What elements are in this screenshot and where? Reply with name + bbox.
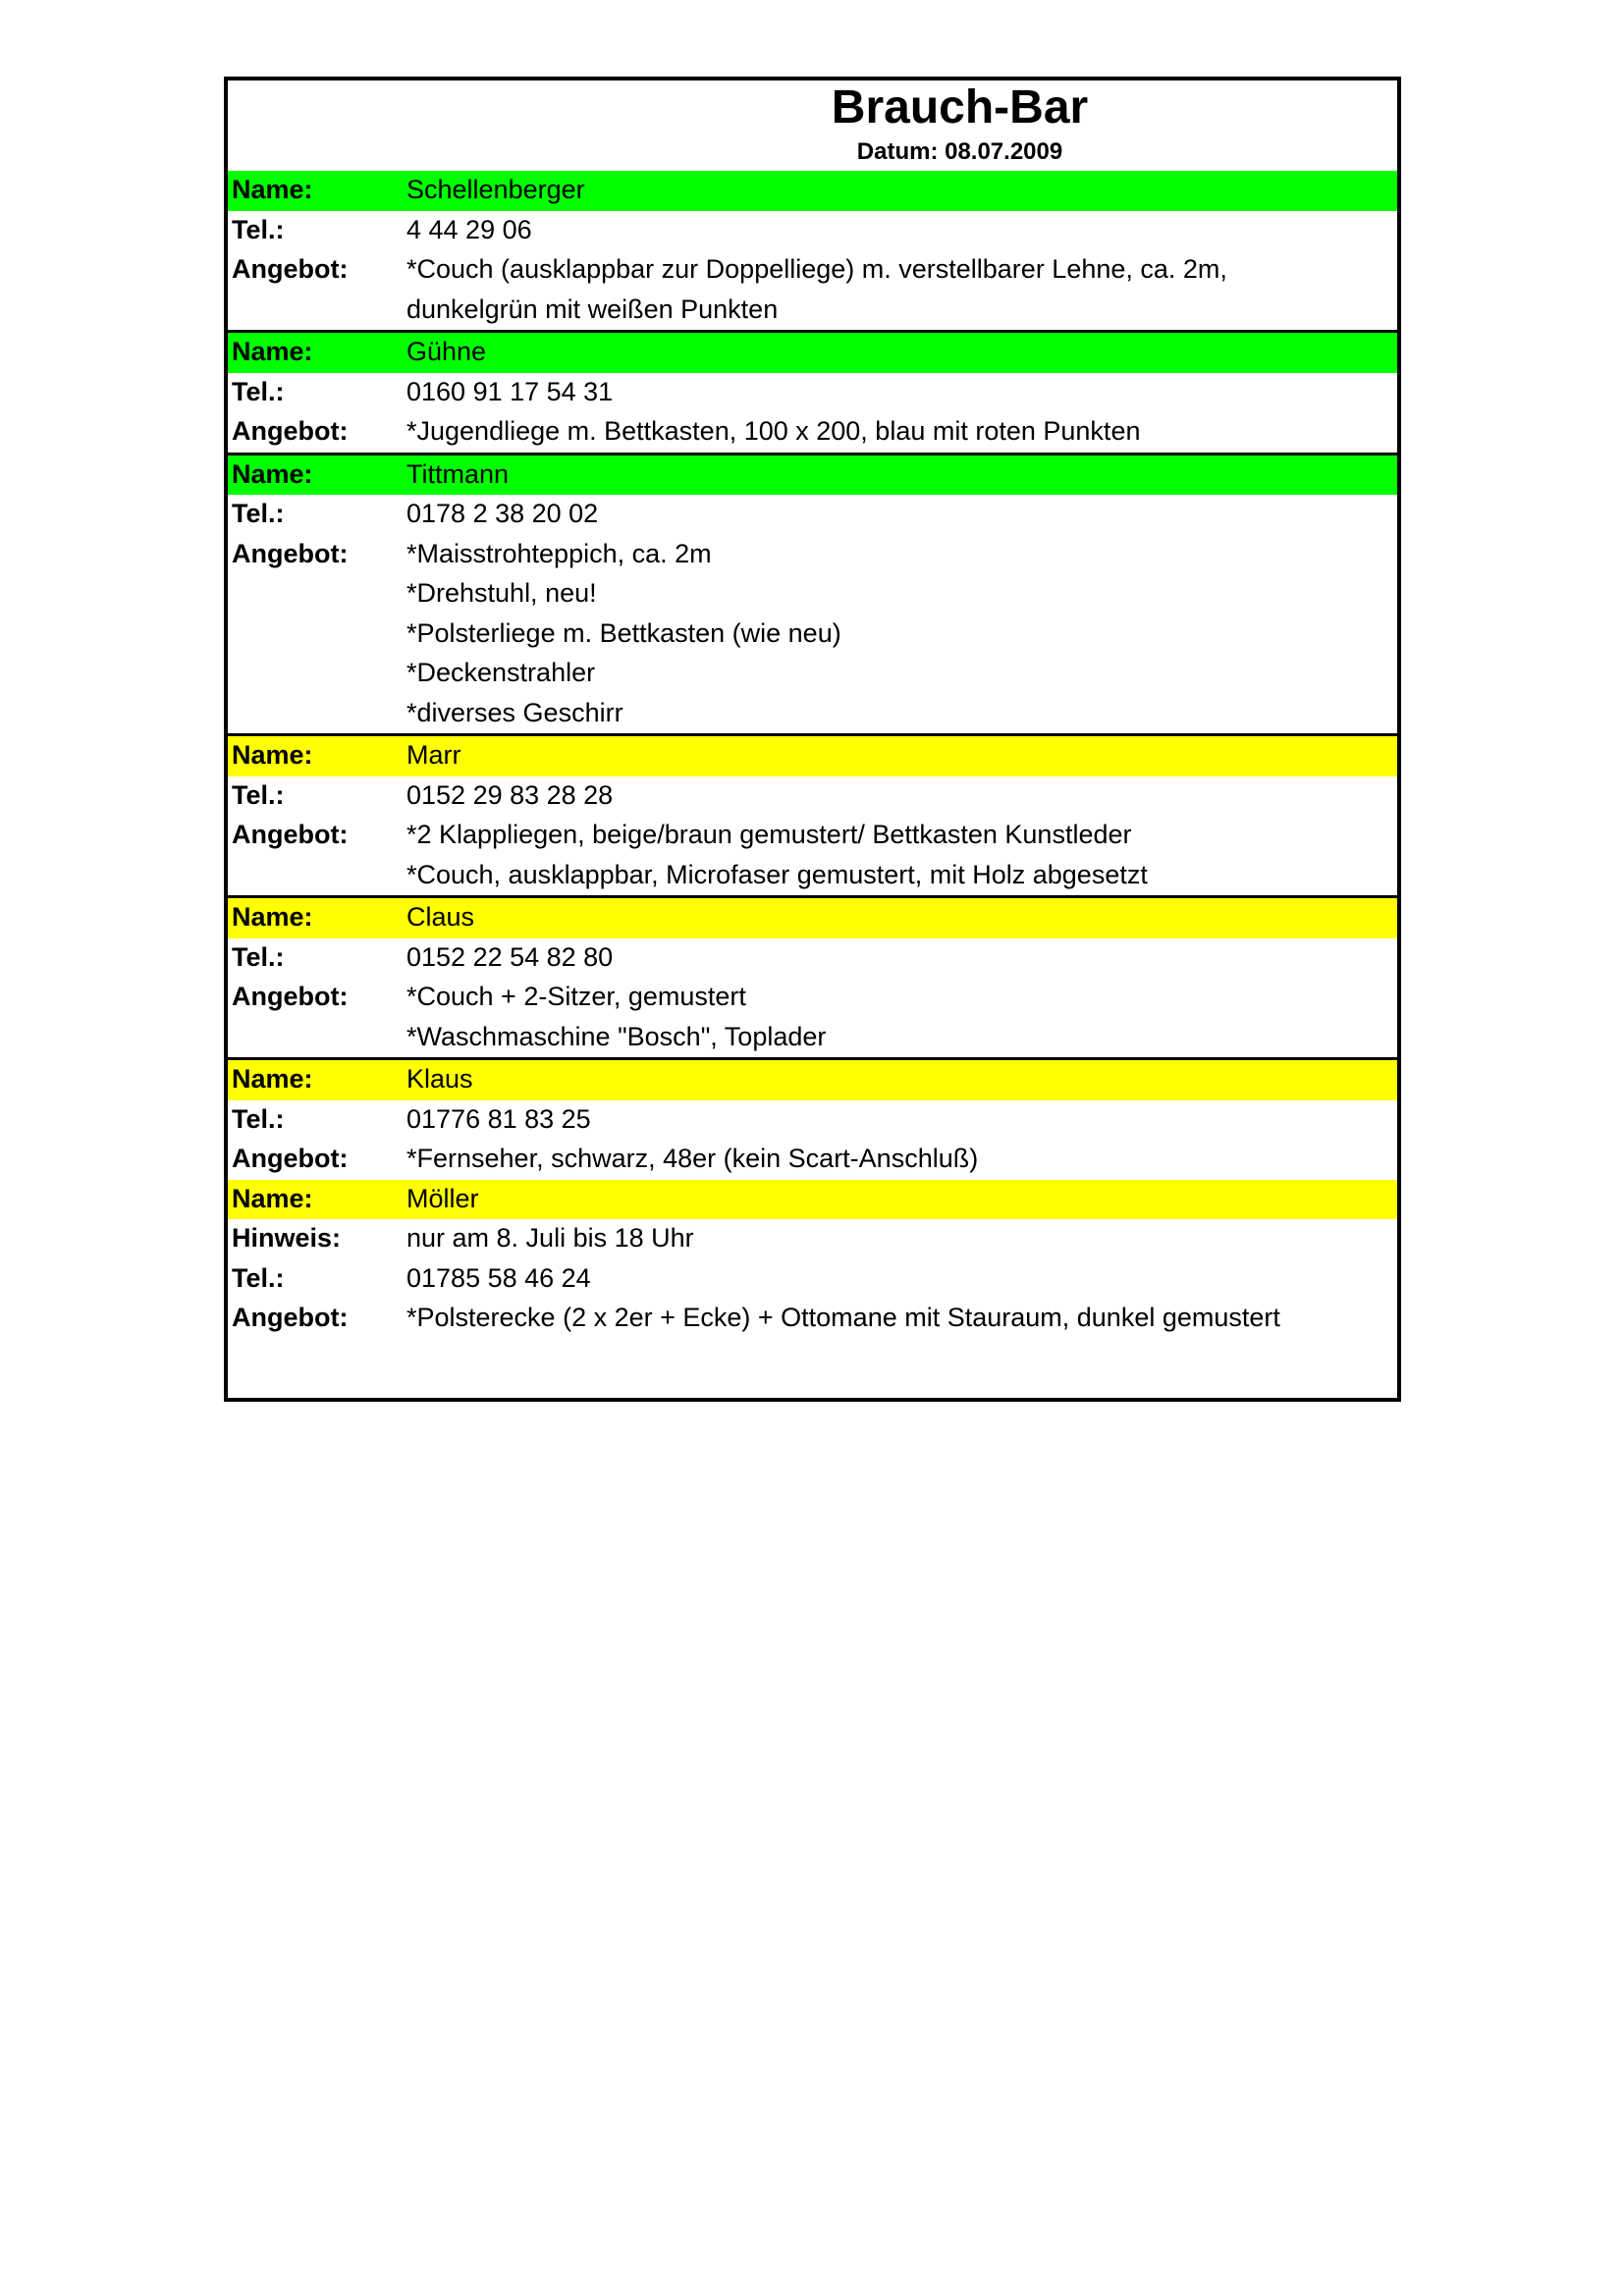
offer-row: [228, 978, 1397, 1018]
name-value: Claus: [406, 902, 475, 933]
offer-sheet: [224, 77, 1401, 1402]
entry-moeller: [228, 1180, 1397, 1339]
tel-label: Tel.:: [232, 376, 285, 406]
name-label: Name:: [232, 1183, 313, 1213]
name-label: Name:: [232, 458, 313, 489]
offer-row: [228, 250, 1397, 291]
name-label: Name:: [232, 902, 313, 933]
offer-label: Angebot:: [232, 982, 349, 1012]
name-row: [228, 736, 1397, 776]
note-row: [228, 1219, 1397, 1259]
offer-row: [228, 856, 1397, 896]
tel-label: Tel.:: [232, 499, 285, 529]
offer-line: *Maisstrohteppich, ca. 2m: [406, 538, 712, 568]
name-row: [228, 333, 1397, 373]
name-label: Name:: [232, 740, 313, 771]
offer-line: *Waschmaschine "Bosch", Toplader: [406, 1021, 827, 1051]
offer-line: *2 Klappliegen, beige/braun gemustert/ Bettkasten Kunstleder: [406, 820, 1132, 850]
name-row: [228, 455, 1397, 496]
offer-line: *diverses Geschirr: [406, 697, 623, 727]
sheet-header: [228, 80, 1397, 171]
offer-row: [228, 1018, 1397, 1058]
note-label: Hinweis:: [232, 1223, 342, 1254]
offer-line: *Polsterliege m. Bettkasten (wie neu): [406, 617, 841, 648]
tel-row: [228, 938, 1397, 979]
name-row: [228, 171, 1397, 211]
tel-value: 0160 91 17 54 31: [406, 376, 614, 406]
name-row: [228, 898, 1397, 938]
offer-line: dunkelgrün mit weißen Punkten: [406, 294, 779, 324]
offer-row: [228, 654, 1397, 694]
offer-label: Angebot:: [232, 1303, 349, 1333]
entry-tittmann: [228, 455, 1397, 737]
tel-row: [228, 495, 1397, 535]
offer-row: [228, 291, 1397, 331]
offer-row: [228, 816, 1397, 856]
name-row: [228, 1180, 1397, 1220]
offer-row: [228, 694, 1397, 734]
name-value: Gühne: [406, 337, 487, 367]
offer-line: *Drehstuhl, neu!: [406, 578, 597, 609]
tel-value: 01776 81 83 25: [406, 1103, 591, 1134]
offer-label: Angebot:: [232, 820, 349, 850]
name-label: Name:: [232, 1064, 313, 1095]
tel-value: 0178 2 38 20 02: [406, 499, 599, 529]
name-row: [228, 1060, 1397, 1100]
offer-line: *Jugendliege m. Bettkasten, 100 x 200, blau mit roten Punkten: [406, 416, 1141, 447]
offer-row: [228, 535, 1397, 575]
offer-line: *Fernseher, schwarz, 48er (kein Scart-Anschluß): [406, 1144, 979, 1174]
date-line: Datum: 08.07.2009: [856, 138, 1063, 165]
offer-row: [228, 412, 1397, 453]
page-title: Brauch-Bar: [831, 81, 1089, 133]
tel-label: Tel.:: [232, 214, 285, 244]
tel-value: 01785 58 46 24: [406, 1262, 591, 1293]
name-label: Name:: [232, 337, 313, 367]
offer-line: *Deckenstrahler: [406, 658, 596, 688]
entry-claus: [228, 898, 1397, 1060]
offer-label: Angebot:: [232, 416, 349, 447]
offer-row: [228, 1299, 1397, 1339]
name-value: Tittmann: [406, 458, 510, 489]
tel-value: 0152 22 54 82 80: [406, 941, 614, 972]
offer-line: *Couch, ausklappbar, Microfaser gemustert, mit Holz abgesetzt: [406, 859, 1148, 889]
offer-row: [228, 1140, 1397, 1180]
name-value: Möller: [406, 1183, 479, 1213]
name-label: Name:: [232, 175, 313, 205]
entry-guehne: [228, 333, 1397, 455]
tel-label: Tel.:: [232, 1103, 285, 1134]
offer-line: *Polsterecke (2 x 2er + Ecke) + Ottomane mit Stauraum, dunkel gemustert: [406, 1303, 1280, 1333]
offer-line: *Couch (ausklappbar zur Doppelliege) m. verstellbarer Lehne, ca. 2m,: [406, 254, 1227, 285]
name-value: Klaus: [406, 1064, 473, 1095]
note-value: nur am 8. Juli bis 18 Uhr: [406, 1223, 694, 1254]
tel-row: [228, 1100, 1397, 1141]
name-value: Marr: [406, 740, 461, 771]
tel-row: [228, 776, 1397, 817]
name-value: Schellenberger: [406, 175, 585, 205]
tel-value: 4 44 29 06: [406, 214, 532, 244]
offer-label: Angebot:: [232, 254, 349, 285]
offer-line: *Couch + 2-Sitzer, gemustert: [406, 982, 746, 1012]
tel-label: Tel.:: [232, 941, 285, 972]
entry-schellenberger: [228, 171, 1397, 333]
offer-label: Angebot:: [232, 1144, 349, 1174]
tel-value: 0152 29 83 28 28: [406, 779, 614, 810]
tel-row: [228, 211, 1397, 251]
entry-klaus: [228, 1060, 1397, 1180]
tel-row: [228, 1259, 1397, 1300]
offer-row: [228, 614, 1397, 655]
tel-row: [228, 373, 1397, 413]
offer-label: Angebot:: [232, 538, 349, 568]
offer-row: [228, 574, 1397, 614]
tel-label: Tel.:: [232, 779, 285, 810]
entry-marr: [228, 736, 1397, 898]
tel-label: Tel.:: [232, 1262, 285, 1293]
